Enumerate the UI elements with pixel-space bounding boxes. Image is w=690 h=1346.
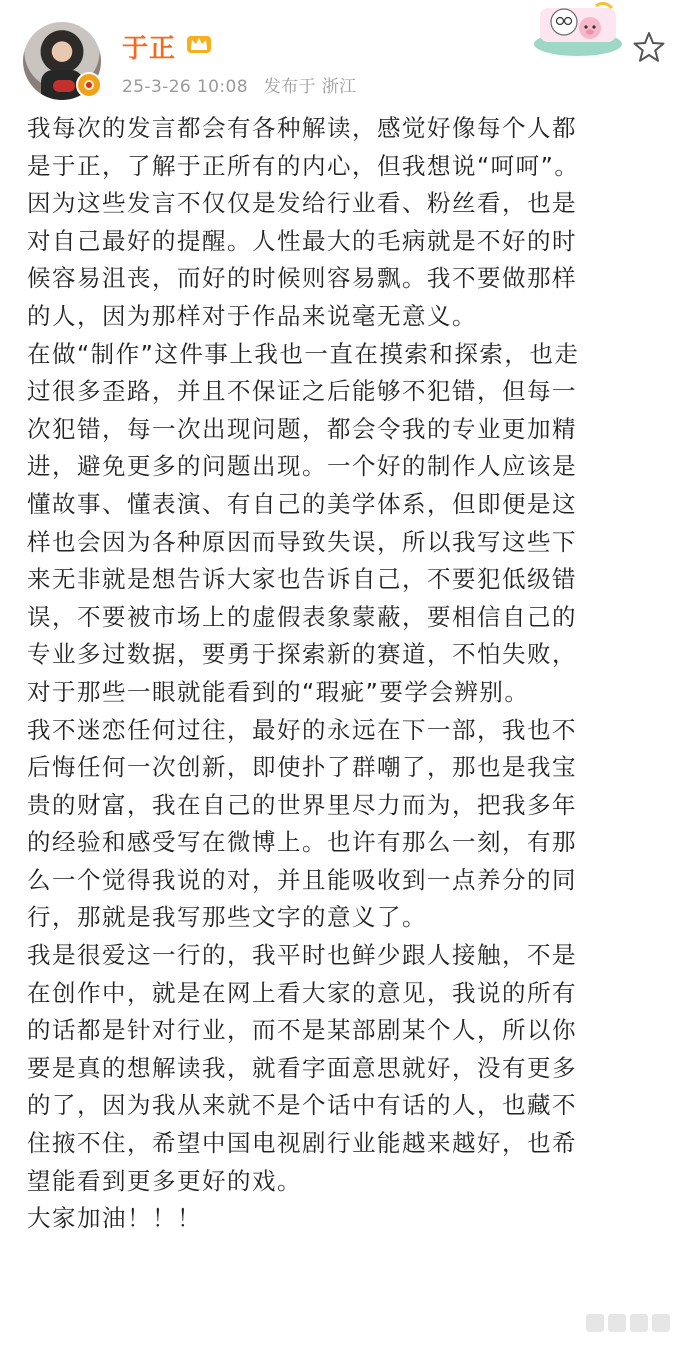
text-line: 进，避免更多的问题出现。一个好的制作人应该是 (27, 452, 577, 481)
post-meta (122, 72, 367, 97)
paragraph (27, 1200, 667, 1238)
text-line: 的话都是针对行业，而不是某部剧某个人，所以你 (27, 1016, 577, 1045)
text-line: 大家加油！！！ (27, 1204, 202, 1233)
bottom-watermark (0, 1300, 690, 1346)
text-line: 因为这些发言不仅仅是发给行业看、粉丝看，也是 (27, 189, 577, 218)
text-line: 专业多过数据，要勇于探索新的赛道，不怕失败， (27, 640, 577, 669)
text-line: 在创作中，就是在网上看大家的意见，我说的所有 (27, 978, 577, 1007)
text-line: 的了，因为我从来就不是个话中有话的人，也藏不 (27, 1091, 577, 1120)
paragraph (27, 937, 667, 1200)
text-line: 的人，因为那样对于作品来说毫无意义。 (27, 301, 477, 330)
text-line: 我是很爱这一行的，我平时也鲜少跟人接触，不是 (27, 941, 577, 970)
author-name[interactable]: 于正 (122, 34, 177, 64)
post-location: 发布于 浙江 (263, 77, 357, 97)
post-body-text (27, 110, 667, 1238)
text-line: 来无非就是想告诉大家也告诉自己，不要犯低级错 (27, 565, 577, 594)
text-line: 行，那就是我写那些文字的意义了。 (27, 903, 427, 932)
post-header (0, 0, 690, 110)
text-line: 对自己最好的提醒。人性最大的毛病就是不好的时 (27, 226, 577, 255)
text-line: 候容易沮丧，而好的时候则容易飘。我不要做那样 (27, 264, 577, 293)
text-line: 要是真的想解读我，就看字面意思就好，没有更多 (27, 1053, 577, 1082)
text-line: 样也会因为各种原因而导致失误，所以我写这些下 (27, 527, 577, 556)
text-line: 的经验和感受写在微博上。也许有那么一刻，有那 (27, 828, 577, 857)
crown-icon (186, 32, 212, 54)
text-line: 过很多歪路，并且不保证之后能够不犯错，但每一 (27, 377, 577, 406)
text-line: 懂故事、懂表演、有自己的美学体系，但即便是这 (27, 489, 577, 518)
text-line: 我每次的发言都会有各种解读，感觉好像每个人都 (27, 114, 577, 142)
paragraph (27, 110, 667, 336)
text-line: 住掖不住，希望中国电视剧行业能越来越好，也希 (27, 1129, 577, 1158)
paragraph (27, 712, 667, 938)
text-line: 误，不要被市场上的虚假表象蒙蔽，要相信自己的 (27, 602, 577, 631)
star-icon[interactable] (632, 30, 666, 64)
text-line: 次犯错，每一次出现问题，都会令我的专业更加精 (27, 414, 577, 443)
text-line: 对于那些一眼就能看到的“瑕疵”要学会辨别。 (27, 677, 530, 706)
avatar-detail (53, 80, 75, 92)
text-line: 我不迷恋任何过往，最好的永远在下一部，我也不 (27, 715, 577, 744)
text-line: 后悔任何一次创新，即使扑了群嘲了，那也是我宝 (27, 753, 577, 782)
decorative-sticker (530, 0, 626, 56)
text-line: 望能看到更多更好的戏。 (27, 1166, 302, 1195)
text-line: 么一个觉得我说的对，并且能吸收到一点养分的同 (27, 865, 577, 894)
paragraph (27, 336, 667, 712)
post-date: 25-3-26 10:08 (122, 77, 248, 97)
text-line: 贵的财富，我在自己的世界里尽力而为，把我多年 (27, 790, 577, 819)
text-line: 是于正，了解于正所有的内心，但我想说“呵呵”。 (27, 151, 580, 180)
verified-badge-icon (76, 72, 102, 98)
text-line: 在做“制作”这件事上我也一直在摸索和探索，也走 (27, 339, 580, 368)
